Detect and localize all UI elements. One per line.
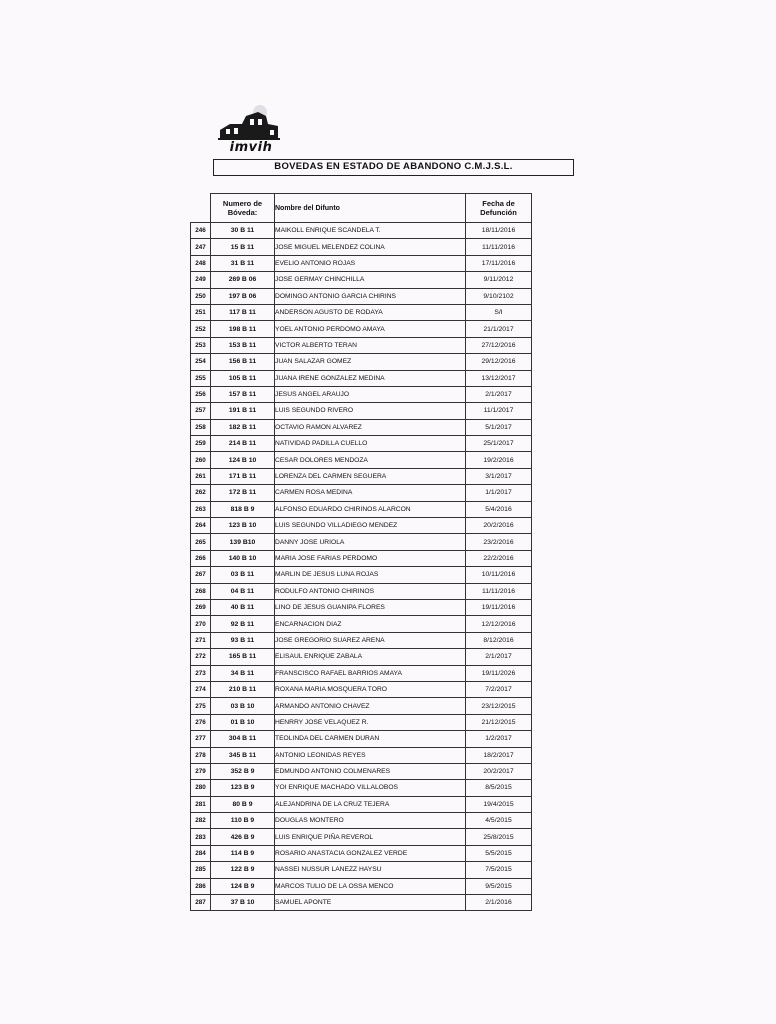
deceased-name: RODULFO ANTONIO CHIRINOS <box>275 583 466 599</box>
death-date: 27/12/2016 <box>466 337 532 353</box>
row-index: 287 <box>191 895 211 911</box>
vault-number: 40 B 11 <box>211 599 275 615</box>
death-date: 4/5/2015 <box>466 813 532 829</box>
vault-number: 191 B 11 <box>211 403 275 419</box>
death-date: 29/12/2016 <box>466 354 532 370</box>
row-index: 249 <box>191 272 211 288</box>
vault-number: 210 B 11 <box>211 681 275 697</box>
table-row <box>191 665 532 681</box>
table-body <box>191 223 532 911</box>
deceased-name: ARMANDO ANTONIO CHAVEZ <box>275 698 466 714</box>
table-row <box>191 895 532 911</box>
row-index: 282 <box>191 813 211 829</box>
vault-number: 04 B 11 <box>211 583 275 599</box>
death-date: 5/5/2015 <box>466 845 532 861</box>
vault-number: 156 B 11 <box>211 354 275 370</box>
deceased-name: DOMINGO ANTONIO GARCIA CHIRINS <box>275 288 466 304</box>
table-row <box>191 501 532 517</box>
table-row <box>191 616 532 632</box>
deceased-name: JESUS ANGEL ARAUJO <box>275 386 466 402</box>
deceased-name: LUIS ENRIQUE PIÑA REVEROL <box>275 829 466 845</box>
vault-number: 124 B 9 <box>211 878 275 894</box>
deceased-name: JOSE GERMAY CHINCHILLA <box>275 272 466 288</box>
vault-number: 124 B 10 <box>211 452 275 468</box>
deceased-name: ANTONIO LEONIDAS REYES <box>275 747 466 763</box>
table-row <box>191 419 532 435</box>
row-index: 274 <box>191 681 211 697</box>
vault-number: 37 B 10 <box>211 895 275 911</box>
table-row <box>191 599 532 615</box>
death-date: 20/2/2017 <box>466 763 532 779</box>
row-index: 265 <box>191 534 211 550</box>
deceased-name: YOEL ANTONIO PERDOMO AMAYA <box>275 321 466 337</box>
table-row <box>191 534 532 550</box>
row-index: 248 <box>191 255 211 271</box>
vault-number: 105 B 11 <box>211 370 275 386</box>
row-index: 275 <box>191 698 211 714</box>
death-date: 17/11/2016 <box>466 255 532 271</box>
death-date: 10/11/2016 <box>466 567 532 583</box>
deceased-name: LUIS SEGUNDO RIVERO <box>275 403 466 419</box>
row-index: 276 <box>191 714 211 730</box>
table-row <box>191 550 532 566</box>
deceased-name: FRANSCISCO RAFAEL BARRIOS AMAYA <box>275 665 466 681</box>
deceased-name: JOSE GREGORIO SUAREZ ARENA <box>275 632 466 648</box>
table-header-row <box>191 194 532 223</box>
deceased-name: MARIA JOSE FARIAS PERDOMO <box>275 550 466 566</box>
death-date: 21/1/2017 <box>466 321 532 337</box>
death-date: 19/2/2016 <box>466 452 532 468</box>
deceased-name: DOUGLAS MONTERO <box>275 813 466 829</box>
death-date: 21/12/2015 <box>466 714 532 730</box>
deceased-name: MARLIN DE JESUS LUNA ROJAS <box>275 567 466 583</box>
death-date-column-header <box>466 194 532 223</box>
death-date: 11/11/2016 <box>466 239 532 255</box>
table-row <box>191 436 532 452</box>
vault-number: 139 B10 <box>211 534 275 550</box>
table-row <box>191 780 532 796</box>
death-date: 9/5/2015 <box>466 878 532 894</box>
table-row <box>191 255 532 271</box>
vault-number: 15 B 11 <box>211 239 275 255</box>
document-title: BOVEDAS EN ESTADO DE ABANDONO C.M.J.S.L. <box>213 159 574 176</box>
death-date: 25/1/2017 <box>466 436 532 452</box>
deceased-name: ANDERSON AGUSTO DE RODAYA <box>275 304 466 320</box>
deceased-name: YOI ENRIQUE MACHADO VILLALOBOS <box>275 780 466 796</box>
deceased-name: MARCOS TULIO DE LA OSSA MENCO <box>275 878 466 894</box>
vault-number: 157 B 11 <box>211 386 275 402</box>
death-date: 5/1/2017 <box>466 419 532 435</box>
death-date: 1/1/2017 <box>466 485 532 501</box>
vault-number: 818 B 9 <box>211 501 275 517</box>
index-column-header <box>191 194 211 223</box>
vault-number: 123 B 10 <box>211 518 275 534</box>
table-row <box>191 632 532 648</box>
death-date: 8/12/2016 <box>466 632 532 648</box>
deceased-name: NASSEI NUSSUR LANEZZ HAYSU <box>275 862 466 878</box>
deceased-name: TEOLINDA DEL CARMEN DURAN <box>275 731 466 747</box>
vault-header-line2: Bóveda: <box>227 208 258 217</box>
vault-number: 172 B 11 <box>211 485 275 501</box>
table-row <box>191 583 532 599</box>
death-date: 9/10/2102 <box>466 288 532 304</box>
row-index: 260 <box>191 452 211 468</box>
vault-number: 31 B 11 <box>211 255 275 271</box>
table-row <box>191 747 532 763</box>
table-row <box>191 862 532 878</box>
death-date: 18/2/2017 <box>466 747 532 763</box>
row-index: 264 <box>191 518 211 534</box>
row-index: 257 <box>191 403 211 419</box>
table-row <box>191 681 532 697</box>
vault-number: 93 B 11 <box>211 632 275 648</box>
abandoned-vaults-table <box>190 193 532 911</box>
death-date: 11/11/2016 <box>466 583 532 599</box>
row-index: 277 <box>191 731 211 747</box>
table-row <box>191 698 532 714</box>
table-row <box>191 518 532 534</box>
table-row <box>191 370 532 386</box>
table-row <box>191 813 532 829</box>
table-row <box>191 763 532 779</box>
death-date: 13/12/2017 <box>466 370 532 386</box>
deceased-name-column-header: Nombre del Difunto <box>275 194 466 223</box>
vault-number: 426 B 9 <box>211 829 275 845</box>
row-index: 284 <box>191 845 211 861</box>
vault-number: 171 B 11 <box>211 468 275 484</box>
row-index: 262 <box>191 485 211 501</box>
table-row <box>191 731 532 747</box>
table-row <box>191 845 532 861</box>
vault-number: 304 B 11 <box>211 731 275 747</box>
death-date: 8/5/2015 <box>466 780 532 796</box>
row-index: 272 <box>191 649 211 665</box>
vault-number: 345 B 11 <box>211 747 275 763</box>
vault-number: 122 B 9 <box>211 862 275 878</box>
vault-number: 153 B 11 <box>211 337 275 353</box>
deceased-name: EDMUNDO ANTONIO COLMENARES <box>275 763 466 779</box>
row-index: 285 <box>191 862 211 878</box>
table-row <box>191 829 532 845</box>
vault-number: 123 B 9 <box>211 780 275 796</box>
table-row <box>191 354 532 370</box>
row-index: 268 <box>191 583 211 599</box>
row-index: 258 <box>191 419 211 435</box>
vault-number: 117 B 11 <box>211 304 275 320</box>
row-index: 269 <box>191 599 211 615</box>
institution-logo <box>216 104 286 156</box>
vault-number: 165 B 11 <box>211 649 275 665</box>
death-date: 12/12/2016 <box>466 616 532 632</box>
row-index: 247 <box>191 239 211 255</box>
vault-header-line1: Numero de <box>222 199 263 208</box>
row-index: 283 <box>191 829 211 845</box>
deceased-name: ROXANA MARIA MOSQUERA TORO <box>275 681 466 697</box>
deceased-name: ELISAUL ENRIQUE ZABALA <box>275 649 466 665</box>
table-row <box>191 288 532 304</box>
row-index: 261 <box>191 468 211 484</box>
vault-number: 197 B 06 <box>211 288 275 304</box>
table-row <box>191 386 532 402</box>
deceased-name: ENCARNACION DIAZ <box>275 616 466 632</box>
row-index: 250 <box>191 288 211 304</box>
table-row <box>191 337 532 353</box>
vault-number: 03 B 10 <box>211 698 275 714</box>
row-index: 251 <box>191 304 211 320</box>
row-index: 253 <box>191 337 211 353</box>
row-index: 270 <box>191 616 211 632</box>
death-date: 2/1/2017 <box>466 649 532 665</box>
table-row <box>191 714 532 730</box>
table-row <box>191 304 532 320</box>
deceased-name: JOSE MIGUEL MELENDEZ COLINA <box>275 239 466 255</box>
vault-number-column-header <box>211 194 275 223</box>
vault-number: 01 B 10 <box>211 714 275 730</box>
deceased-name: CESAR DOLORES MENDOZA <box>275 452 466 468</box>
row-index: 263 <box>191 501 211 517</box>
deceased-name: ROSARIO ANASTACIA GONZALEZ VERDE <box>275 845 466 861</box>
vault-number: 214 B 11 <box>211 436 275 452</box>
death-date: 7/2/2017 <box>466 681 532 697</box>
death-date: 11/1/2017 <box>466 403 532 419</box>
row-index: 254 <box>191 354 211 370</box>
death-date: 2/1/2017 <box>466 386 532 402</box>
vault-number: 352 B 9 <box>211 763 275 779</box>
vault-number: 269 B 06 <box>211 272 275 288</box>
date-header-line2: Defunción <box>480 208 517 217</box>
death-date: 25/8/2015 <box>466 829 532 845</box>
vault-number: 30 B 11 <box>211 223 275 239</box>
death-date: 1/2/2017 <box>466 731 532 747</box>
logo-text: imvih <box>229 140 273 155</box>
table-row <box>191 649 532 665</box>
table-row <box>191 403 532 419</box>
row-index: 267 <box>191 567 211 583</box>
death-date: 23/12/2015 <box>466 698 532 714</box>
deceased-name: EVELIO ANTONIO ROJAS <box>275 255 466 271</box>
table-row <box>191 485 532 501</box>
death-date: 5/4/2016 <box>466 501 532 517</box>
deceased-name: SAMUEL APONTE <box>275 895 466 911</box>
table-row <box>191 272 532 288</box>
death-date: 2/1/2016 <box>466 895 532 911</box>
vault-number: 03 B 11 <box>211 567 275 583</box>
row-index: 278 <box>191 747 211 763</box>
row-index: 252 <box>191 321 211 337</box>
death-date: 22/2/2016 <box>466 550 532 566</box>
vault-number: 114 B 9 <box>211 845 275 861</box>
death-date: 20/2/2016 <box>466 518 532 534</box>
row-index: 256 <box>191 386 211 402</box>
vault-number: 34 B 11 <box>211 665 275 681</box>
row-index: 271 <box>191 632 211 648</box>
deceased-name: OCTAVIO RAMON ALVAREZ <box>275 419 466 435</box>
vault-number: 110 B 9 <box>211 813 275 829</box>
row-index: 246 <box>191 223 211 239</box>
deceased-name: LORENZA DEL CARMEN SEGUERA <box>275 468 466 484</box>
deceased-name: DANNY JOSE URIOLA <box>275 534 466 550</box>
death-date: 19/11/2016 <box>466 599 532 615</box>
deceased-name: JUAN SALAZAR GOMEZ <box>275 354 466 370</box>
row-index: 273 <box>191 665 211 681</box>
deceased-name: LINO DE JESUS GUANIPA FLORES <box>275 599 466 615</box>
row-index: 279 <box>191 763 211 779</box>
vault-number: 92 B 11 <box>211 616 275 632</box>
table-row <box>191 452 532 468</box>
deceased-name: NATIVIDAD PADILLA CUELLO <box>275 436 466 452</box>
death-date: 23/2/2016 <box>466 534 532 550</box>
deceased-name: MAIKOLL ENRIQUE SCANDELA T. <box>275 223 466 239</box>
vault-number: 182 B 11 <box>211 419 275 435</box>
table-row <box>191 239 532 255</box>
building-logo-icon <box>216 104 286 144</box>
table-row <box>191 223 532 239</box>
deceased-name: LUIS SEGUNDO VILLADIEGO MENDEZ <box>275 518 466 534</box>
row-index: 259 <box>191 436 211 452</box>
death-date: 19/4/2015 <box>466 796 532 812</box>
deceased-name: CARMEN ROSA MEDINA <box>275 485 466 501</box>
row-index: 266 <box>191 550 211 566</box>
row-index: 286 <box>191 878 211 894</box>
deceased-name: ALEJANDRINA DE LA CRUZ TEJERA <box>275 796 466 812</box>
row-index: 255 <box>191 370 211 386</box>
death-date: 3/1/2017 <box>466 468 532 484</box>
deceased-name: ALFONSO EDUARDO CHIRINOS ALARCON <box>275 501 466 517</box>
vault-number: 80 B 9 <box>211 796 275 812</box>
date-header-line1: Fecha de <box>482 199 515 208</box>
row-index: 280 <box>191 780 211 796</box>
deceased-name: JUANA IRENE GONZALEZ MEDINA <box>275 370 466 386</box>
table-row <box>191 878 532 894</box>
death-date: 7/5/2015 <box>466 862 532 878</box>
table-row <box>191 468 532 484</box>
row-index: 281 <box>191 796 211 812</box>
table-row <box>191 567 532 583</box>
table-row <box>191 796 532 812</box>
death-date: S/I <box>466 304 532 320</box>
death-date: 18/11/2016 <box>466 223 532 239</box>
death-date: 19/11/2026 <box>466 665 532 681</box>
death-date: 9/11/2012 <box>466 272 532 288</box>
table-row <box>191 321 532 337</box>
vault-number: 140 B 10 <box>211 550 275 566</box>
deceased-name: VICTOR ALBERTO TERAN <box>275 337 466 353</box>
vault-number: 198 B 11 <box>211 321 275 337</box>
deceased-name: HENRRY JOSE VELAQUEZ R. <box>275 714 466 730</box>
